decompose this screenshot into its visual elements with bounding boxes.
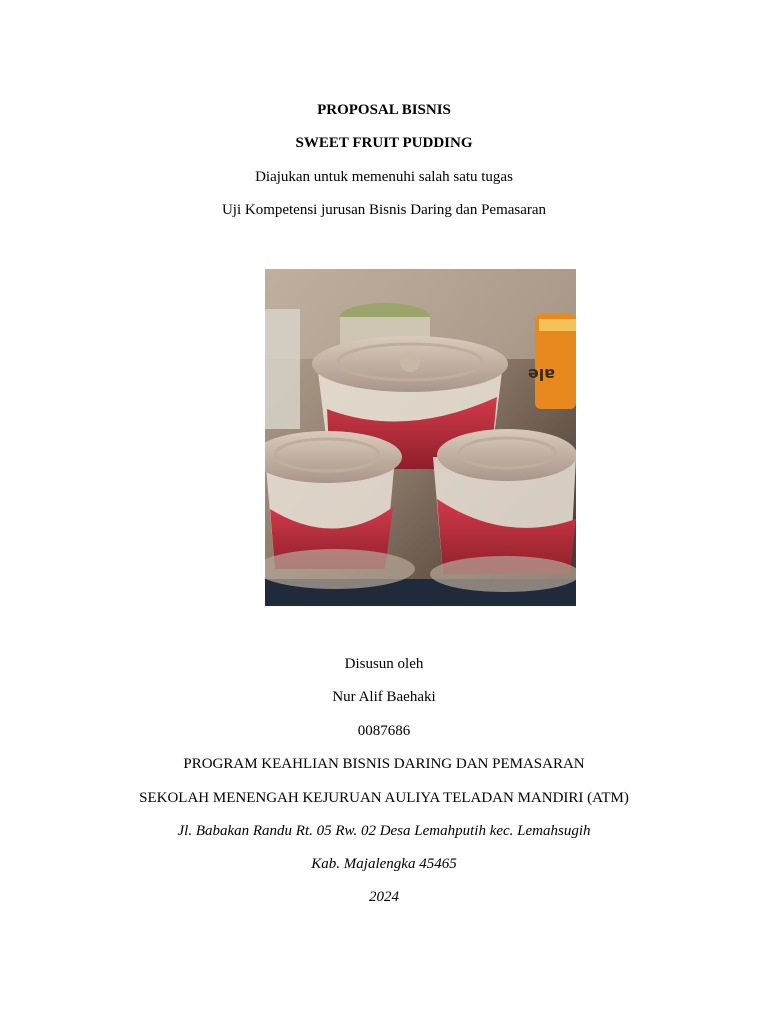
pudding-photo [265, 269, 576, 606]
address-line-1: Jl. Babakan Randu Rt. 05 Rw. 02 Desa Lemahputih kec. Lemahsugih [177, 823, 591, 839]
student-id: 0087686 [357, 723, 411, 739]
compiled-by-label: Disusun oleh [344, 656, 424, 672]
proposal-title: PROPOSAL BISNIS [317, 102, 451, 118]
author-name: Nur Alif Baehaki [332, 689, 436, 705]
address-line-2: Kab. Majalengka 45465 [311, 856, 457, 872]
school-name: SEKOLAH MENENGAH KEJURUAN AULIYA TELADAN MANDIRI (ATM) [139, 790, 629, 806]
year: 2024 [369, 889, 399, 905]
purpose-line-1: Diajukan untuk memenuhi salah satu tugas [255, 169, 513, 185]
bottle-label-text: ale [527, 365, 555, 384]
program-name: PROGRAM KEAHLIAN BISNIS DARING DAN PEMASARAN [183, 756, 585, 772]
product-name: SWEET FRUIT PUDDING [295, 135, 473, 151]
purpose-line-2: Uji Kompetensi jurusan Bisnis Daring dan Pemasaran [221, 202, 547, 218]
